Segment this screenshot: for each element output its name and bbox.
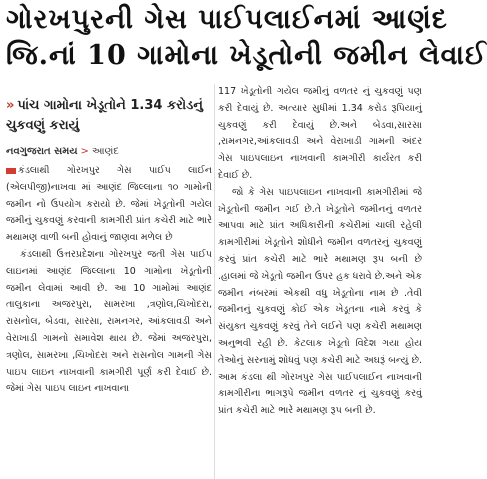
- byline-location: આણંદ: [91, 146, 119, 157]
- byline-source: નવગુજરાત સમય: [6, 146, 78, 157]
- article-paragraph-2: કંડલાથી ઉત્તરપ્રદેશના ગોરખપુર જતી ગેસ પાઈપ લાઇનમાં આણંદ જિલ્લાના 10 ગામોના ખેડૂતોની જમીન લેવામાં આવી છે. આ 10 ગામોમાં આણંદ તાલુકાના અજરપુરા, સામરખા ,ત્રણોલ,ચિખોદરા, રાસનોલ, બેડવા, સારસા, રામનગર, આંકલાવડી અને વેરાખાડી ગામનો સમાવેશ થાય છે. જેમાં અજરપુરા, ત્રણોલ, સામરખા ,ચિખોદરા અને રાસનોલ ગામની ગેસ પાઇપ લાઇન નાખવાની કામગીરી પૂર્ણ કરી દેવાઈ છે. જેમાં ગેસ પાઇપ લાઇન નાખવાના: [6, 248, 212, 395]
- subheadline: [6, 96, 212, 136]
- byline: [6, 146, 212, 157]
- left-column: [6, 84, 212, 398]
- headline-line-1: ગોરખપુરની ગેસ પાઈપલાઈનમાં આણંદ: [6, 4, 448, 35]
- subheadline-text: પાંચ ગામોના ખેડૂતોને 1.34 કરોડનું ચુકવણું કરાયું: [6, 98, 203, 133]
- byline-separator: >: [80, 146, 89, 157]
- paragraph-text: કંડલાથી ગોરખપુર ગેસ પાઈપ લાઈન (એલપીજી)નાખવા માં આણંદ જિલ્લાના ૧૦ ગામોની જમીન નો ઉપયોગ કરાયો છે. જેમાં ખેડૂતોની ગયેલ જમીનું ચુકવણું કરવાની કામગીરી પ્રાંત કચેરી માટે ભારે મથામણ વાળી બની હોવાનું જાણવા મળેલ છે: [6, 165, 212, 244]
- article-paragraph-4: જો કે ગેસ પાઇપલાઇન નાખવાની કામગીરીમાં જે ખેડૂતોની જમીન ગઈ છે.તે ખેડૂતોને જમીનનું વળતર આપવા માટે પ્રાંત અધિકારીની કચેરીમાં ચાલી રહેલી કામગીરીમાં ખેડૂતોને શોધીને જમીન વળતરનું ચુકવણું કરવું પ્રાંત કચેરી માટે ભારે મથામણ રૂપ બની છે .હાલમાં જે ખેડૂતો જમીન ઉપર હક ધરાવે છે.અને એક જમીન નંબરમાં એકથી વધુ ખેડૂતોના નામ છે .તેવી જમીનનું ચુકવણું કોઈ એક ખેડૂતના નામે કરવું કે સંયુક્ત ચુકવણું કરવું તેને લઈને પણ કચેરી મથામણ અનુભવી રહી છે. કેટલાક ખેડૂતો વિદેશ ગયા હોય તેઓનું સરનામું શોધવું પણ કચેરી માટે અઘરૂં બન્યું છે. આમ કંડલા થી ગોરખપુર ગેસ પાઈપલાઈન નાખવાની કામગીરીના ભાગરૂપે જમીન વળતર નું ચુકવણું કરવું પ્રાંત કચેરી માટે ભારે મથામણ રૂપ બની છે.: [218, 186, 422, 417]
- column-divider: [214, 84, 215, 479]
- article-paragraph-1: [6, 163, 212, 247]
- headline-line-2: જિ.નાં 10 ગામોના ખેડૂતોની જમીન લેવાઈ: [6, 40, 487, 71]
- red-marker-icon: [6, 168, 16, 174]
- double-chevron-icon: »: [6, 98, 15, 113]
- right-column: [218, 84, 422, 420]
- article-paragraph-3: 117 ખેડૂતોની ગયેલ જમીનું વળતર નું ચુકવણું પણ કરી દેવાયું છે. અત્યાર સુધીમાં 1.34 કરોડ રૂપિયાનું ચુકવણું કરી દેવાયું છે.અને બેડવા,સારસા ,રામનગર,આંકલાવડી અને વેરાખાડી ગામની અંદર ગેસ પાઇપલાઇન નાખવાની કામગીરી કાર્યરત કરી દેવાઈ છે.: [218, 86, 422, 181]
- headline: [6, 2, 487, 74]
